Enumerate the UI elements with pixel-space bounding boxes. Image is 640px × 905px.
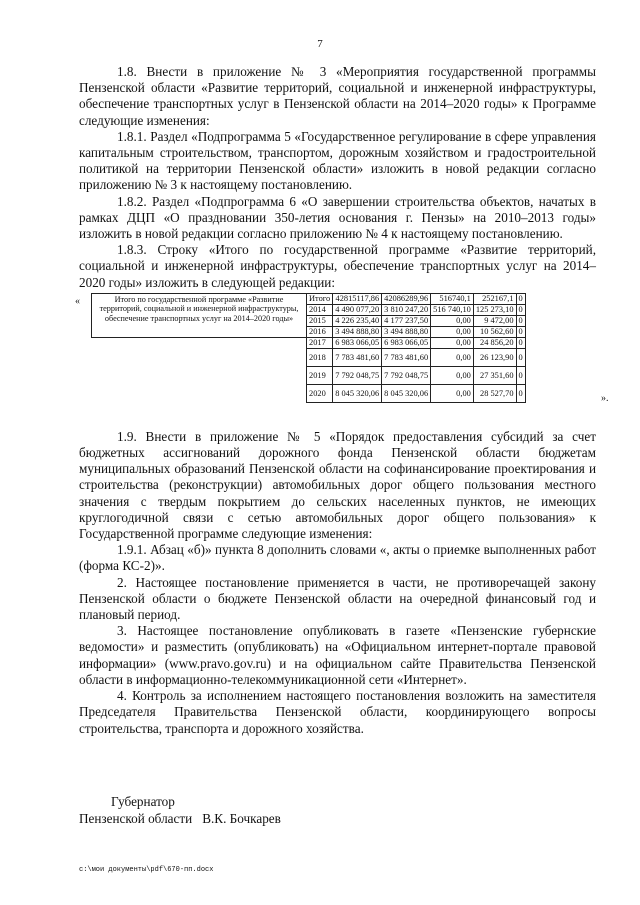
table-cell: 28 527,70: [473, 384, 516, 402]
paragraph-1-9: 1.9. Внести в приложение № 5 «Порядок предоставления субсидий за счет бюджетных ассигнований дорожного фонда Пензенской области бюджетам муниципальных образований Пензенской области на софинансирование проектирования и строительства (реконструкции) автомобильных дорог общего пользования местного значения с твердым покрытием до сельских населенных пунктов, не имеющих круглогодичной связи с сетью автомобильных дорог общего пользования» к Государственной программе следующие изменения:: [79, 428, 596, 542]
financing-table-block: [75, 293, 609, 425]
table-cell: 0,00: [431, 337, 474, 348]
table-cell: 0,00: [431, 384, 474, 402]
signature-region: Пензенской области: [79, 810, 193, 826]
financing-table: [91, 293, 526, 403]
table-cell: 8 045 320,06: [382, 384, 431, 402]
table-cell: 0,00: [431, 326, 474, 337]
paragraph-1-9-1: 1.9.1. Абзац «б)» пункта 8 дополнить словами «, акты о приемке выполненных работ (форма КС-2)».: [79, 542, 596, 574]
paragraph-4: 4. Контроль за исполнением настоящего постановления возложить на заместителя Председателя Правительства Пензенской области, координирующего вопросы строительства, транспорта и дорожного хозяйства.: [79, 688, 596, 736]
table-cell: 516740,1: [431, 293, 474, 304]
paragraph-3: 3. Настоящее постановление опубликовать в газете «Пензенские губернские ведомости» и разместить (опубликовать) на «Официальном интернет-портале правовой информации» (www.pravo.gov.ru) и на официальном сайте Правительства Пензенской области в информационно-телекоммуникационной сети «Интернет».: [79, 623, 596, 687]
signature-title: Губернатор: [111, 794, 175, 809]
table-cell: 2016: [307, 326, 333, 337]
table-cell: 0: [516, 326, 525, 337]
paragraph-2: 2. Настоящее постановление применяется в части, не противоречащей закону Пензенской области о бюджете Пензенской области на очередной финансовый год и плановый период.: [79, 574, 596, 623]
table-cell: 3 494 888,80: [333, 326, 382, 337]
table-cell: 0,00: [431, 315, 474, 326]
table-cell: 26 123,90: [473, 348, 516, 366]
table-cell: 2019: [307, 366, 333, 384]
table-cell: 0,00: [431, 348, 474, 366]
table-cell: 2014: [307, 304, 333, 315]
table-cell: 125 273,10: [473, 304, 516, 315]
table-empty-cell: [92, 337, 307, 402]
table-row: [92, 293, 526, 304]
table-cell: 10 562,60: [473, 326, 516, 337]
table-cell: 2020: [307, 384, 333, 402]
table-cell: 252167,1: [473, 293, 516, 304]
table-cell: 7 783 481,60: [333, 348, 382, 366]
paragraph-1-8: 1.8. Внести в приложение № 3 «Мероприятия государственной программы Пензенской области «Развитие территорий, социальной и инженерной инфраструктуры, обеспечение транспортных услуг в Пензенской области на 2014–2020 годы» к Программе следующие изменения:: [79, 64, 596, 128]
table-cell: 516 740,10: [431, 304, 474, 315]
paragraph-1-8-3: 1.8.3. Строку «Итого по государственной программе «Развитие территорий, социальной и инженерной инфраструктуры, обеспечение транспортных услуг на 2014–2020 годы» изложить в следующей редакции:: [79, 242, 596, 290]
table-cell: 2018: [307, 348, 333, 366]
table-cell: 8 045 320,06: [333, 384, 382, 402]
table-cell: 6 983 066,05: [333, 337, 382, 348]
table-cell: 27 351,60: [473, 366, 516, 384]
table-cell: 24 856,20: [473, 337, 516, 348]
table-cell: 3 494 888,80: [382, 326, 431, 337]
table-cell: 0: [516, 384, 525, 402]
table-cell: 4 177 237,50: [382, 315, 431, 326]
table-cell: 2017: [307, 337, 333, 348]
table-cell: Итого: [307, 293, 333, 304]
table-cell: 2015: [307, 315, 333, 326]
page-number: 7: [317, 38, 323, 50]
table-cell: 7 792 048,75: [333, 366, 382, 384]
table-cell: 0: [516, 366, 525, 384]
open-quote: «: [75, 295, 80, 307]
file-path-footer: c:\мои документы\pdf\670-пп.docx: [79, 866, 214, 874]
table-cell: 0: [516, 304, 525, 315]
table-cell: 4 226 235,40: [333, 315, 382, 326]
table-row: [92, 337, 526, 348]
table-cell: 0: [516, 337, 525, 348]
table-cell: 42815117,86: [333, 293, 382, 304]
paragraph-1-8-2: 1.8.2. Раздел «Подпрограмма 6 «О завершении строительства объектов, начатых в рамках ДЦП «О праздновании 350-летия основания г. Пензы» на 2010–2013 годы» изложить в новой редакции согласно приложению № 4 к настоящему постановлению.: [79, 193, 596, 242]
table-cell: 0: [516, 315, 525, 326]
document-body: [75, 64, 609, 737]
table-cell: 4 490 077,20: [333, 304, 382, 315]
paragraph-1-8-1: 1.8.1. Раздел «Подпрограмма 5 «Государственное регулирование в сфере управления капитальным строительством, транспортом, дорожным хозяйством и градостроительной политикой на территории Пензенской области» изложить в новой редакции согласно приложению № 3 к настоящему постановлению.: [79, 128, 596, 193]
table-cell: 6 983 066,05: [382, 337, 431, 348]
table-row-label: Итого по государственной программе «Развитие территорий, социальной и инженерной инфраструктуры, обеспечение транспортных услуг на 2014–2020 годы»: [92, 293, 307, 337]
table-cell: 0: [516, 293, 525, 304]
table-cell: 0: [516, 348, 525, 366]
table-cell: 7 792 048,75: [382, 366, 431, 384]
table-cell: 42086289,96: [382, 293, 431, 304]
table-cell: 7 783 481,60: [382, 348, 431, 366]
signature-block: [79, 794, 281, 827]
table-cell: 9 472,00: [473, 315, 516, 326]
close-quote: ».: [601, 392, 609, 404]
table-cell: 0,00: [431, 366, 474, 384]
signature-name: В.К. Бочкарев: [202, 810, 281, 826]
table-cell: 3 810 247,20: [382, 304, 431, 315]
